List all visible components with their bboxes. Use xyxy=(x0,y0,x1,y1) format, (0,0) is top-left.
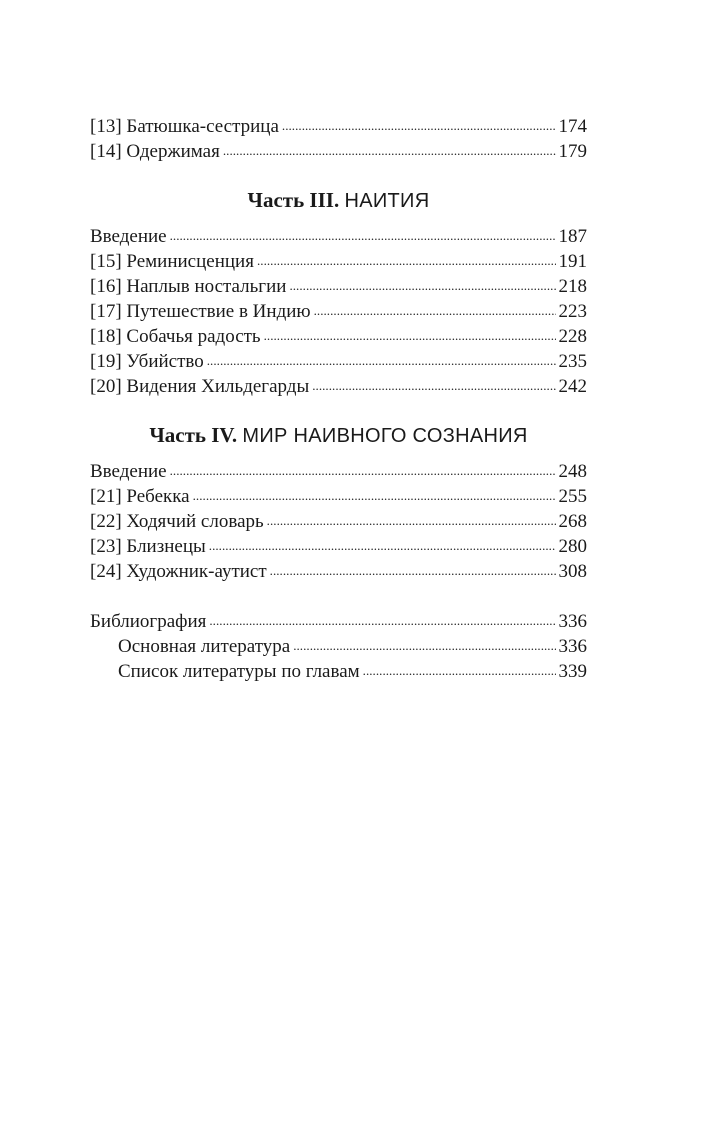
toc-entry-label: [24] Художник-аутист xyxy=(90,561,267,582)
toc-entry-label: [18] Собачья радость xyxy=(90,326,261,347)
toc-page-number: 179 xyxy=(558,141,587,162)
toc-entry xyxy=(90,374,587,399)
toc-entry xyxy=(90,349,587,374)
dot-leader xyxy=(193,482,556,508)
dot-leader xyxy=(363,657,556,683)
toc-entry-label: [14] Одержимая xyxy=(90,141,220,162)
toc-entry xyxy=(90,249,587,274)
toc-entry-label: [16] Наплыв ностальгии xyxy=(90,276,287,297)
toc-entry-label: Введение xyxy=(90,226,167,247)
toc-page-number: 255 xyxy=(558,486,587,507)
part-3-heading xyxy=(90,185,587,215)
toc-entry-label: [21] Ребекка xyxy=(90,486,190,507)
dot-leader xyxy=(257,247,556,273)
toc-page-number: 187 xyxy=(558,226,587,247)
toc-entry-label: [23] Близнецы xyxy=(90,536,206,557)
toc-entry-bibliography xyxy=(90,609,587,634)
toc-entry-label: Введение xyxy=(90,461,167,482)
toc-page-number: 268 xyxy=(558,511,587,532)
dot-leader xyxy=(293,632,555,658)
toc-page-number: 308 xyxy=(558,561,587,582)
toc-page-number: 218 xyxy=(558,276,587,297)
toc-sub-entry xyxy=(90,634,587,659)
part-4-heading xyxy=(90,420,587,450)
toc-page-number: 223 xyxy=(558,301,587,322)
dot-leader xyxy=(209,607,555,633)
toc-entry xyxy=(90,274,587,299)
dot-leader xyxy=(170,457,556,483)
dot-leader xyxy=(264,322,556,348)
dot-leader xyxy=(312,372,555,398)
toc-page-number: 339 xyxy=(558,661,587,682)
toc-sub-entry xyxy=(90,659,587,684)
dot-leader xyxy=(170,222,556,248)
toc-entry-13 xyxy=(90,114,587,139)
toc-entry-label: Библиография xyxy=(90,611,207,632)
dot-leader xyxy=(314,297,556,323)
table-of-contents xyxy=(90,114,587,684)
toc-page-number: 336 xyxy=(558,611,587,632)
part-title: МИР НАИВНОГО СОЗНАНИЯ xyxy=(242,425,528,447)
toc-page-number: 191 xyxy=(558,251,587,272)
toc-entry-label: [13] Батюшка-сестрица xyxy=(90,116,279,137)
toc-entry xyxy=(90,534,587,559)
toc-entry-label: [22] Ходячий словарь xyxy=(90,511,264,532)
part-title: НАИТИЯ xyxy=(344,190,430,212)
toc-page-number: 248 xyxy=(558,461,587,482)
toc-page-number: 235 xyxy=(558,351,587,372)
toc-page-number: 228 xyxy=(558,326,587,347)
toc-entry-label: [19] Убийство xyxy=(90,351,204,372)
toc-entry-14 xyxy=(90,139,587,164)
toc-entry-label: [20] Видения Хильдегарды xyxy=(90,376,310,397)
toc-entry xyxy=(90,299,587,324)
toc-entry xyxy=(90,324,587,349)
toc-page-number: 242 xyxy=(558,376,587,397)
toc-entry-label: [15] Реминисценция xyxy=(90,251,254,272)
dot-leader xyxy=(289,272,555,298)
toc-entry-label: Основная литература xyxy=(118,636,291,657)
toc-entry xyxy=(90,484,587,509)
toc-entry-label: [17] Путешествие в Индию xyxy=(90,301,311,322)
toc-entry xyxy=(90,224,587,249)
toc-entry xyxy=(90,559,587,584)
part-label: Часть III. xyxy=(247,188,340,212)
toc-entry-label: Список литературы по главам xyxy=(118,661,360,682)
dot-leader xyxy=(270,557,556,583)
toc-entry xyxy=(90,509,587,534)
dot-leader xyxy=(282,112,556,138)
dot-leader xyxy=(267,507,556,533)
dot-leader xyxy=(207,347,556,373)
toc-page-number: 280 xyxy=(558,536,587,557)
dot-leader xyxy=(223,137,556,163)
toc-page-number: 174 xyxy=(558,116,587,137)
part-label: Часть IV. xyxy=(149,423,238,447)
toc-page-number: 336 xyxy=(558,636,587,657)
toc-entry xyxy=(90,459,587,484)
dot-leader xyxy=(209,532,556,558)
